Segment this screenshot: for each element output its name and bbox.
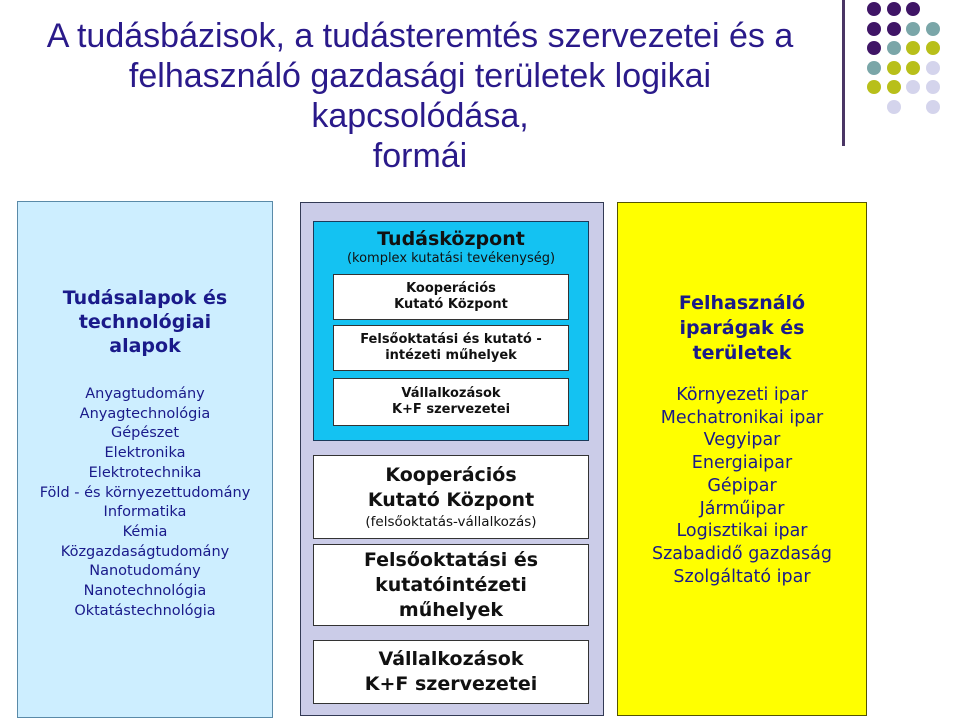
- knowledge-hub-subtitle: (komplex kutatási tevékenység): [346, 251, 556, 266]
- user-industries-heading-line: területek: [692, 342, 792, 364]
- decorative-dot: [887, 100, 901, 114]
- box-text-line: műhelyek: [398, 598, 504, 621]
- knowledge-base-list-item: Közgazdaságtudomány: [60, 543, 230, 560]
- box-text-line: Kutató Központ: [367, 489, 535, 511]
- knowledge-base-list-item: Oktatástechnológia: [74, 602, 216, 619]
- knowledge-base-heading-line: Tudásalapok és: [62, 287, 228, 309]
- decorative-dot: [906, 80, 920, 94]
- knowledge-base-heading-line: alapok: [109, 335, 181, 357]
- decorative-dot: [867, 41, 881, 55]
- user-industries-list-item: Mechatronikai ipar: [660, 407, 824, 428]
- decorative-dot: [867, 80, 881, 94]
- decorative-dot: [926, 22, 940, 36]
- knowledge-base-list-item: Nanotechnológia: [83, 583, 207, 600]
- user-industries-list-item: Járműipar: [699, 498, 785, 519]
- decorative-dot: [906, 2, 920, 16]
- slide-title-line-3: formái: [372, 137, 468, 175]
- decorative-dot: [867, 22, 881, 36]
- knowledge-hub-title: Tudásközpont: [377, 228, 525, 250]
- knowledge-base-list-item: Nanotudomány: [89, 563, 201, 580]
- knowledge-base-list-item: Elektrotechnika: [88, 464, 202, 481]
- box-text-line: Felsőoktatási és: [363, 548, 539, 571]
- hub-cooperative-research-center-box: [333, 274, 569, 320]
- decorative-dot: [926, 80, 940, 94]
- knowledge-base-list-item: Föld - és környezettudomány: [39, 484, 251, 501]
- user-industries-list-item: Vegyipar: [703, 430, 781, 451]
- user-industries-list: [618, 384, 866, 588]
- decorative-dot: [906, 41, 920, 55]
- higher-education-workshops-box: [313, 544, 589, 626]
- box-text-line: intézeti műhelyek: [385, 348, 517, 363]
- decorative-dot: [887, 80, 901, 94]
- decorative-dot: [867, 2, 881, 16]
- decorative-dot: [906, 22, 920, 36]
- decorative-dot: [887, 41, 901, 55]
- user-industries-list-item: Logisztikai ipar: [676, 521, 808, 542]
- decorative-dot: [926, 41, 940, 55]
- knowledge-base-list: [18, 385, 272, 621]
- decorative-dot: [887, 22, 901, 36]
- box-text-line: Kooperációs: [406, 281, 496, 296]
- user-industries-list-item: Gépipar: [707, 475, 777, 496]
- slide-title-line-2: felhasználó gazdasági területek logikai kapcsolódása,: [128, 57, 712, 135]
- user-industries-list-item: Szabadidő gazdaság: [652, 543, 832, 564]
- hub-enterprise-rnd-box: [333, 378, 569, 426]
- box-text-line: Kutató Központ: [394, 297, 508, 312]
- user-industries-list-item: Szolgáltató ipar: [673, 566, 811, 587]
- knowledge-base-list-item: Anyagtudomány: [85, 386, 205, 402]
- user-industries-heading-line: iparágak és: [679, 317, 805, 339]
- decorative-dot: [926, 61, 940, 75]
- box-text-line: Vállalkozások: [378, 648, 524, 670]
- hub-higher-education-workshops-box: [333, 325, 569, 371]
- box-text-line: kutatóintézeti: [375, 573, 527, 596]
- box-text-line: K+F szervezetei: [391, 402, 511, 417]
- user-industries-column: [617, 202, 867, 716]
- box-text-line: Kooperációs: [385, 464, 517, 486]
- slide-title-line-1: A tudásbázisok, a tudásteremtés szervezetei és a: [46, 17, 794, 55]
- decorative-dot: [887, 61, 901, 75]
- decorative-dot: [887, 2, 901, 16]
- knowledge-base-list-item: Anyagtechnológia: [79, 405, 211, 422]
- enterprise-rnd-box: [313, 640, 589, 704]
- box-text-line: K+F szervezetei: [364, 673, 538, 695]
- decorative-dot: [867, 61, 881, 75]
- knowledge-base-list-item: Gépészet: [110, 425, 180, 442]
- user-industries-heading: [618, 291, 866, 366]
- cooperative-research-center-box: [313, 455, 589, 539]
- title-divider-line: [842, 0, 845, 146]
- decorative-dot: [906, 61, 920, 75]
- decorative-dot: [926, 100, 940, 114]
- box-text-line: Felsőoktatási és kutató -: [360, 332, 542, 347]
- user-industries-list-item: Energiaipar: [691, 453, 793, 474]
- knowledge-base-list-item: Elektronika: [104, 445, 186, 462]
- knowledge-base-list-item: Informatika: [103, 504, 187, 521]
- knowledge-base-column: [17, 201, 273, 718]
- slide-title: [20, 16, 820, 176]
- knowledge-base-heading: [18, 286, 272, 358]
- box-text-line: Vállalkozások: [401, 386, 501, 401]
- knowledge-base-list-item: Kémia: [122, 523, 168, 540]
- box-note: (felsőoktatás-vállalkozás): [365, 514, 537, 530]
- user-industries-heading-line: Felhasználó: [678, 292, 806, 314]
- decorative-dot-grid: [858, 0, 958, 150]
- knowledge-base-heading-line: technológiai: [78, 311, 212, 333]
- user-industries-list-item: Környezeti ipar: [676, 385, 808, 405]
